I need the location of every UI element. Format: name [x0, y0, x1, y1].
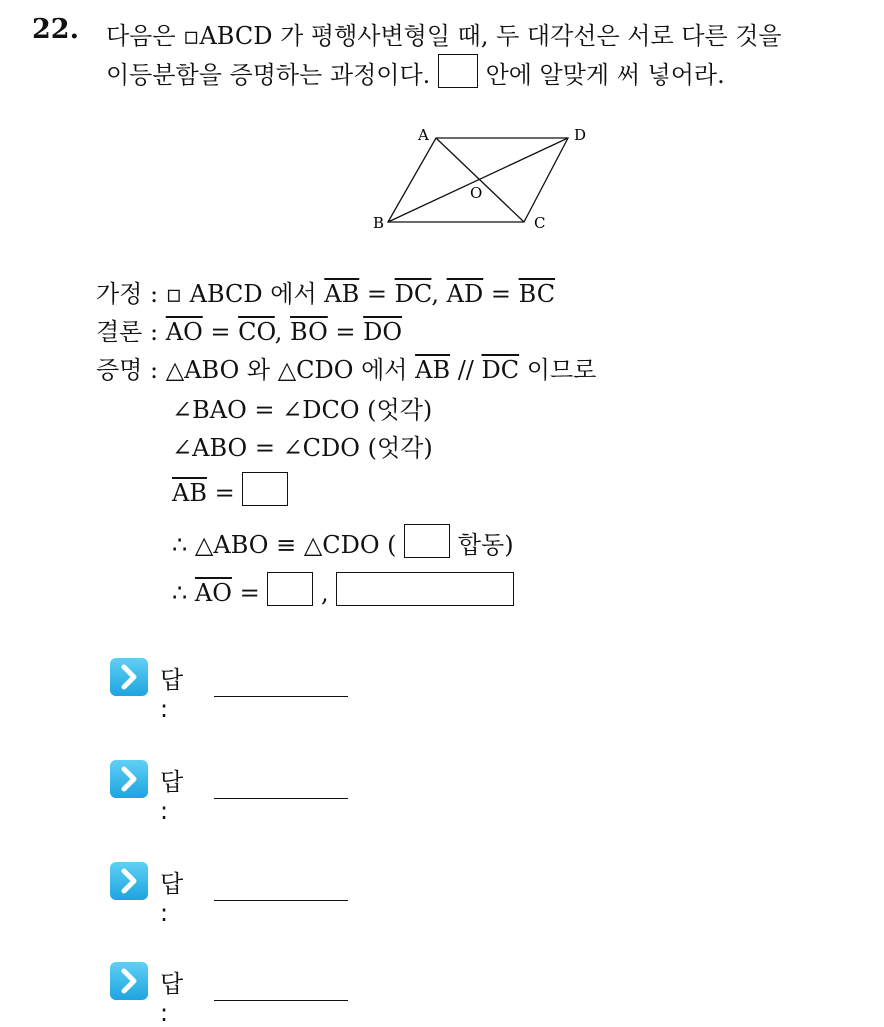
- proof-5-pre: ∴ △ABO ≡ △CDO (: [172, 531, 397, 559]
- label-a: A: [418, 126, 429, 144]
- seg-dc: $\overline{DC}$: [394, 280, 432, 308]
- proof-label: 증명 :: [96, 356, 159, 384]
- question-text-line1: 다음은 ▫ABCD 가 평행사변형일 때, 두 대각선은 서로 다른 것을: [106, 22, 782, 50]
- seg-ab-parallel: $\overline{AB}$: [415, 356, 451, 384]
- parallel-symbol: //: [457, 356, 474, 384]
- proof-row-3: ∠ABO = ∠CDO (엇각): [172, 434, 433, 462]
- seg-bo: $\overline{BO}$: [290, 318, 328, 346]
- answer-label: 답 :: [160, 970, 184, 1027]
- answer-label: 답 :: [160, 870, 184, 927]
- answer-blank-line[interactable]: [214, 798, 348, 799]
- blank-box-2[interactable]: [404, 524, 450, 558]
- seg-dc-parallel: $\overline{DC}$: [481, 356, 520, 384]
- label-o: O: [470, 184, 483, 202]
- proof-row-5: [172, 524, 514, 560]
- question-text-line2-pre: 이등분함을 증명하는 과정이다.: [106, 61, 431, 89]
- blank-box-4[interactable]: [336, 572, 514, 606]
- chevron-right-icon: [110, 962, 148, 1000]
- proof-row-4: $\overline{AB}$ =: [172, 472, 288, 507]
- proof-1-pre: △ABO 와 △CDO 에서: [165, 356, 408, 384]
- diagonal-bd: [388, 138, 568, 222]
- blank-box-example: [438, 54, 478, 88]
- answer-label: 답 :: [160, 768, 184, 825]
- answer-blank-line[interactable]: [214, 900, 348, 901]
- parallelogram-figure: [360, 118, 600, 238]
- proof-1-post: 이므로: [526, 356, 597, 384]
- proof-row-2: ∠BAO = ∠DCO (엇각): [172, 396, 433, 424]
- proof-row-1: [96, 350, 596, 385]
- blank-box-3[interactable]: [267, 572, 313, 606]
- hypothesis-label: 가정 :: [96, 280, 159, 308]
- label-d: D: [574, 126, 587, 144]
- therefore-symbol: ∴: [172, 579, 188, 607]
- chevron-right-icon: [110, 760, 148, 798]
- answer-blank-line[interactable]: [214, 1000, 348, 1001]
- seg-ao-proof: $\overline{AO}$: [194, 579, 232, 607]
- chevron-right-icon: [110, 658, 148, 696]
- blank-box-1[interactable]: [242, 472, 288, 506]
- seg-do: $\overline{DO}$: [363, 318, 403, 346]
- conclusion-row: 결론 : $\overline{AO} = \overline{CO}$, $\overline{BO} = \overline{DO}$: [96, 312, 402, 347]
- seg-ab: $\overline{AB}$: [324, 280, 360, 308]
- conclusion-label: 결론 :: [96, 318, 159, 346]
- answer-blank-line[interactable]: [214, 696, 348, 697]
- label-c: C: [534, 214, 546, 232]
- seg-co: $\overline{CO}$: [238, 318, 275, 346]
- seg-ao: $\overline{AO}$: [165, 318, 203, 346]
- hypothesis-pre: ▫ ABCD 에서: [165, 280, 317, 308]
- answer-label: 답 :: [160, 666, 184, 723]
- proof-5-post: 합동): [457, 531, 514, 559]
- seg-ad: $\overline{AD}$: [446, 280, 484, 308]
- chevron-right-icon: [110, 862, 148, 900]
- question-text-line2: [106, 54, 725, 90]
- label-b: B: [373, 214, 385, 232]
- seg-bc: $\overline{BC}$: [518, 280, 556, 308]
- seg-ab-proof: $\overline{AB}$: [172, 479, 207, 507]
- hypothesis-row: 가정 : ▫ ABCD 에서 $\overline{AB} = \overline{DC}$, $\overline{AD} = \overline{BC}$: [96, 274, 555, 309]
- question-number: 22.: [32, 14, 79, 45]
- diagonal-ac: [436, 138, 524, 222]
- question-text-line2-post: 안에 알맞게 써 넣어라.: [485, 61, 725, 89]
- proof-row-6: ∴ $\overline{AO}$ = ,: [172, 572, 514, 607]
